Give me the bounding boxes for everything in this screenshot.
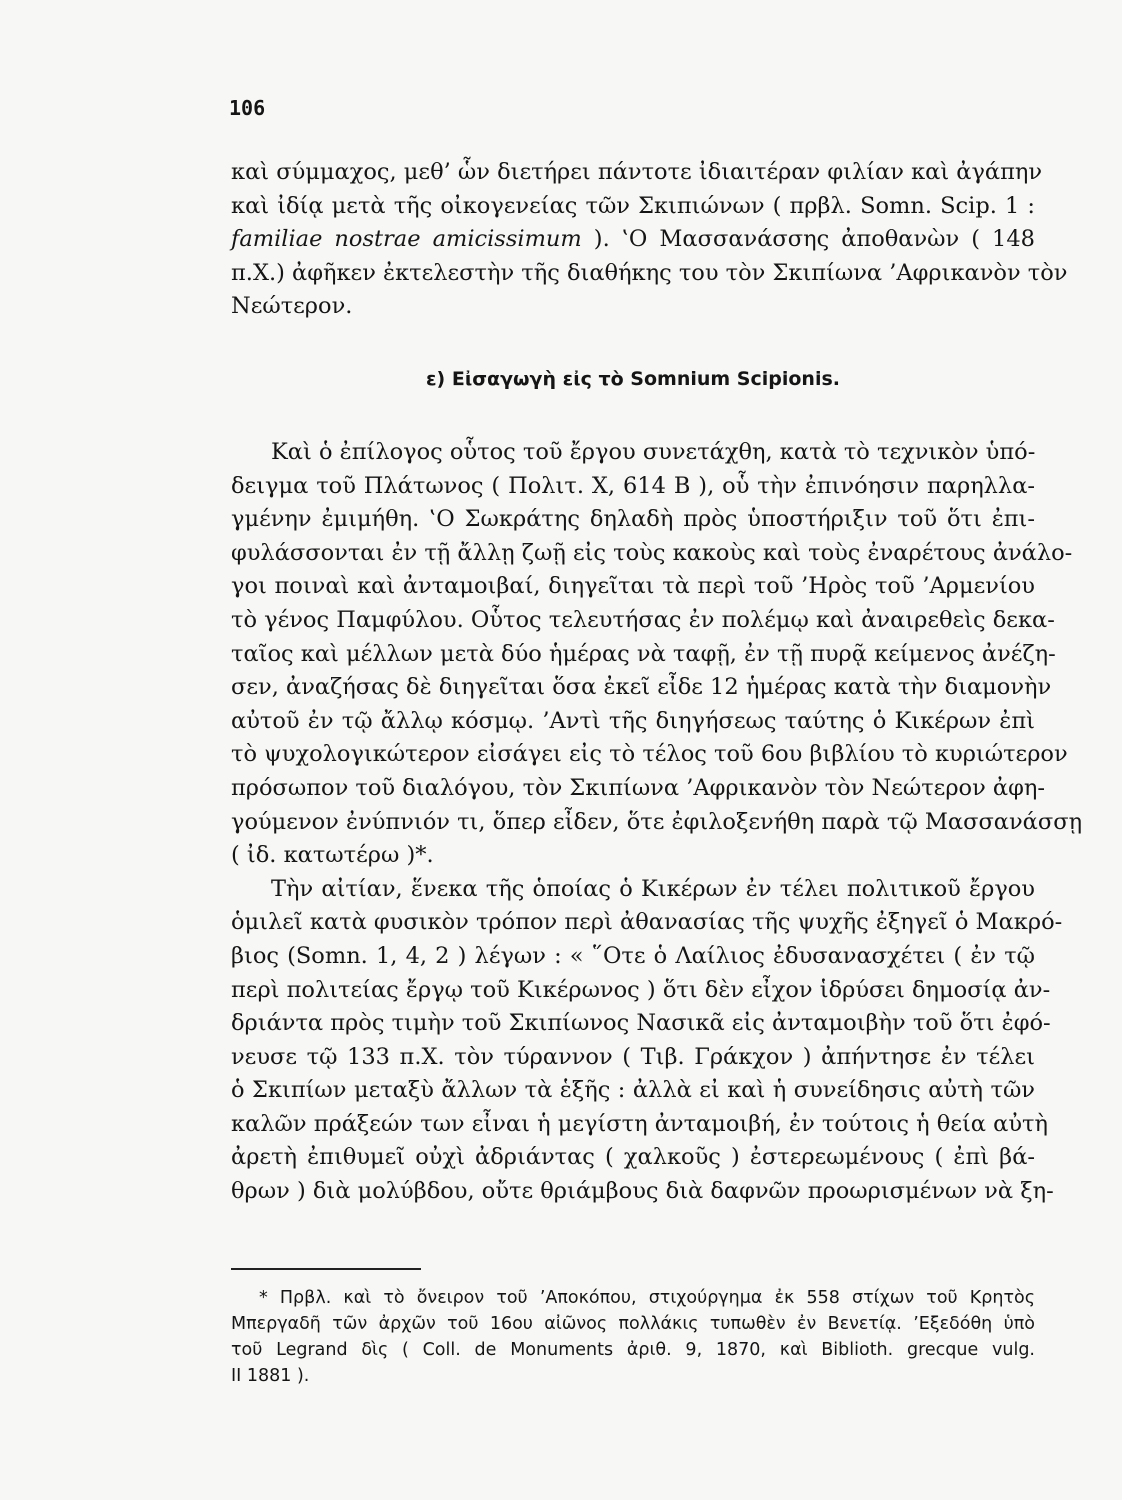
page-number: 106 bbox=[229, 96, 266, 120]
text-line: γούμενον ἐνύπνιόν τι, ὅπερ εἶδεν, ὅτε ἐφιλοξενήθη παρὰ τῷ Μασσανάσσῃ bbox=[231, 808, 1083, 835]
text-line: σεν, ἀναζήσας δὲ διηγεῖται ὅσα ἐκεῖ εἶδε 12 ἡμέρας κατὰ τὴν διαμονὴν bbox=[231, 674, 1052, 701]
paragraph-1 bbox=[231, 156, 1068, 324]
text-line: π.Χ.) ἀφῆκεν ἐκτελεστὴν τῆς διαθήκης του τὸν Σκιπίωνα ’Αφρικανὸν τὸν bbox=[231, 259, 1068, 286]
text-line: θρων ) διὰ μολύβδου, οὔτε θριάμβους διὰ δαφνῶν προωρισμένων νὰ ξη- bbox=[231, 1178, 1054, 1205]
latin-quote: familiae nostrae amicissimum bbox=[231, 226, 582, 253]
text-line: τὸ γένος Παμφύλου. Οὗτος τελευτήσας ἐν πολέμῳ καὶ ἀναιρεθεὶς δεκα- bbox=[231, 606, 1055, 633]
text-line: περὶ πολιτείας ἔργῳ τοῦ Κικέρωνος ) ὅτι δὲν εἶχον ἱδρύσει δημοσίᾳ ἀν- bbox=[231, 976, 1051, 1003]
text-line: αὐτοῦ ἐν τῷ ἄλλῳ κόσμῳ. ’Αντὶ τῆς διηγήσεως ταύτης ὁ Κικέρων ἐπὶ bbox=[231, 707, 1035, 734]
text-line: ὁμιλεῖ κατὰ φυσικὸν τρόπον περὶ ἀθανασίας τῆς ψυχῆς ἐξηγεῖ ὁ Μακρό- bbox=[231, 909, 1063, 936]
text-line: ὁ Σκιπίων μεταξὺ ἄλλων τὰ ἑξῆς : ἀλλὰ εἰ καὶ ἡ συνείδησις αὐτὴ τῶν bbox=[231, 1077, 1035, 1104]
text-line: πρόσωπον τοῦ διαλόγου, τὸν Σκιπίωνα ’Αφρικανὸν τὸν Νεώτερον ἀφη- bbox=[231, 774, 1045, 801]
text-line: Νεώτερον. bbox=[231, 293, 353, 320]
footnote-line: II 1881 ). bbox=[231, 1366, 310, 1386]
text-line: ταῖος καὶ μέλλων μετὰ δύο ἡμέρας νὰ ταφῇ, ἐν τῇ πυρᾷ κείμενος ἀνέζη- bbox=[231, 640, 1056, 667]
text-line: καὶ ἰδίᾳ μετὰ τῆς οἰκογενείας τῶν Σκιπιώνων ( πρβλ. Somn. Scip. 1 : bbox=[231, 192, 1035, 219]
footnote-line: * Πρβλ. καὶ τὸ ὄνειρον τοῦ ’Αποκόπου, στιχούργημα ἐκ 558 στίχων τοῦ Κρητὸς bbox=[259, 1288, 1035, 1308]
text-line: φυλάσσονται ἐν τῇ ἄλλῃ ζωῇ εἰς τοὺς κακοὺς καὶ τοὺς ἐναρέτους ἀνάλο- bbox=[231, 539, 1073, 566]
text-line: Καὶ ὁ ἐπίλογος οὗτος τοῦ ἔργου συνετάχθη, κατὰ τὸ τεχνικὸν ὑπό- bbox=[271, 439, 1036, 465]
text-line: δριάντα πρὸς τιμὴν τοῦ Σκιπίωνος Νασικᾶ εἰς ἀνταμοιβὴν τοῦ ὅτι ἐφό- bbox=[231, 1010, 1051, 1037]
section-heading: ε) Εἰσαγωγὴ εἰς τὸ Somnium Scipionis. bbox=[425, 368, 840, 390]
text-line: Τὴν αἰτίαν, ἕνεκα τῆς ὁποίας ὁ Κικέρων ἐν τέλει πολιτικοῦ ἔργου bbox=[271, 875, 1035, 902]
footnote-divider bbox=[231, 1268, 421, 1270]
text-line: καὶ σύμμαχος, μεθ’ ὧν διετήρει πάντοτε ἰδιαιτέραν φιλίαν καὶ ἀγάπην bbox=[231, 159, 1043, 185]
paragraph-2 bbox=[231, 436, 1083, 1209]
text-line: βιος (Somn. 1, 4, 2 ) λέγων : « ῞Οτε ὁ Λαίλιος ἐδυσανασχέτει ( ἐν τῷ bbox=[231, 942, 1035, 969]
footnote bbox=[231, 1285, 1035, 1389]
text-line: ἀρετὴ ἐπιθυμεῖ οὐχὶ ἀδριάντας ( χαλκοῦς ) ἐστερεωμένους ( ἐπὶ βά- bbox=[231, 1144, 1035, 1171]
text-line: καλῶν πράξεών των εἶναι ἡ μεγίστη ἀνταμοιβή, ἐν τούτοις ἡ θεία αὐτὴ bbox=[231, 1110, 1048, 1137]
text-line: τὸ ψυχολογικώτερον εἰσάγει εἰς τὸ τέλος τοῦ 6ου βιβλίου τὸ κυριώτερον bbox=[231, 741, 1068, 768]
text-line: familiae nostrae amicissimum ). ‛Ο Μασσανάσσης ἀποθανὼν ( 148 bbox=[231, 226, 1035, 253]
text-line: γμένην ἐμιμήθη. ‛Ο Σωκράτης δηλαδὴ πρὸς ὑποστήριξιν τοῦ ὅτι ἐπι- bbox=[231, 506, 1035, 533]
text-line: νευσε τῷ 133 π.Χ. τὸν τύραννον ( Τιβ. Γράκχον ) ἀπήντησε ἐν τέλει bbox=[231, 1043, 1035, 1070]
footnote-line: Μπεργαδῆ τῶν ἀρχῶν τοῦ 16ου αἰῶνος πολλάκις τυπωθὲν ἐν Βενετίᾳ. ’Εξεδόθη ὑπὸ bbox=[231, 1314, 1035, 1334]
text-line: δειγμα τοῦ Πλάτωνος ( Πολιτ. Χ, 614 Β ), οὗ τὴν ἐπινόησιν παρηλλα- bbox=[231, 472, 1035, 499]
text-line: ( ἰδ. κατωτέρω )*. bbox=[231, 842, 434, 869]
text-line: γοι ποιναὶ καὶ ἀνταμοιβαί, διηγεῖται τὰ περὶ τοῦ ’Ηρὸς τοῦ ’Αρμενίου bbox=[231, 573, 1035, 600]
footnote-line: τοῦ Legrand δὶς ( Coll. de Monuments ἀριθ. 9, 1870, καὶ Biblioth. grecque vulg. bbox=[231, 1340, 1035, 1360]
